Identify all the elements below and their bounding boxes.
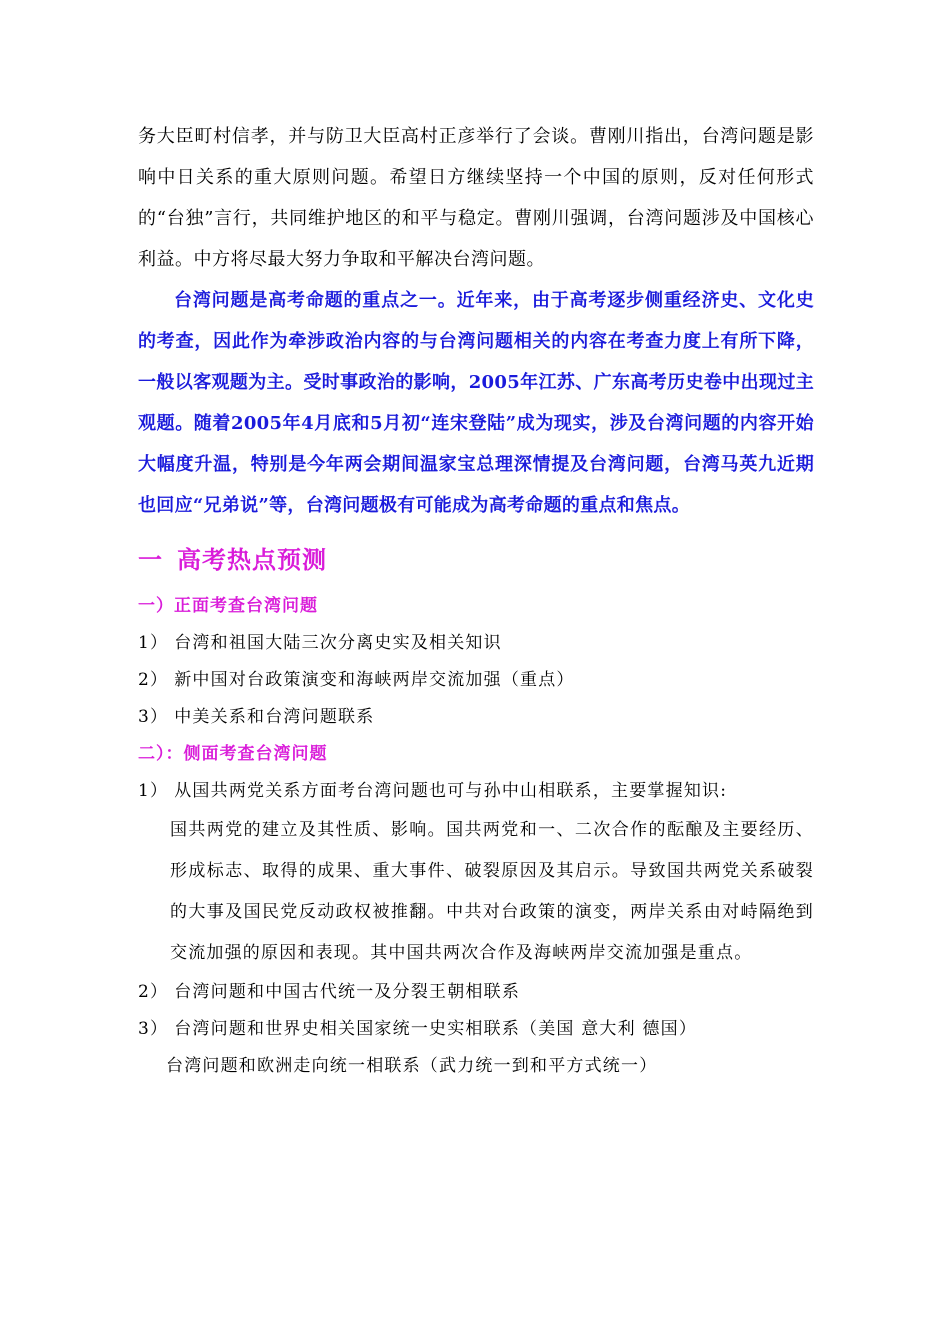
list-item xyxy=(138,1011,814,1048)
item-text: 新中国对台政策演变和海峡两岸交流加强（重点） xyxy=(174,670,575,690)
part2-heading: 二）：侧面考查台湾问题 xyxy=(138,744,328,764)
item-text: 台湾和祖国大陆三次分离史实及相关知识 xyxy=(174,633,502,653)
highlight-paragraph: 台湾问题是高考命题的重点之一。近年来，由于高考逐步侧重经济史、文化史的考查，因此作为牵涉政治内容的与台湾问题相关的内容在考查力度上有所下降，一般以客观题为主。受时事政治的影响，2005年江苏、广东高考历史卷中出现过主观题。随着2005年4月底和5月初“连宋登陆”成为现实，涉及台湾问题的内容开始大幅度升温，特别是今年两会期间温家宝总理深情提及台湾问题，台湾马英九近期也回应“兄弟说”等，台湾问题极有可能成为高考命题的重点和焦点。 xyxy=(138,290,814,516)
item-number: 2） xyxy=(138,982,169,1002)
item-text: 台湾问题和中国古代统一及分裂王朝相联系 xyxy=(174,982,521,1002)
item-number: 2） xyxy=(138,670,169,690)
extra-line: 台湾问题和欧洲走向统一相联系（武力统一到和平方式统一） xyxy=(166,1056,658,1076)
list-item xyxy=(138,699,814,736)
item-number: 3） xyxy=(138,1019,169,1039)
item-number: 3） xyxy=(138,707,169,727)
section-heading xyxy=(138,540,814,580)
list-item xyxy=(138,662,814,699)
part1-heading: 一）正面考查台湾问题 xyxy=(138,596,318,616)
document-page xyxy=(138,116,814,1085)
list-item xyxy=(138,974,814,1011)
item-number: 1） xyxy=(138,633,169,653)
section-number: 一 xyxy=(138,545,163,574)
item-text: 台湾问题和世界史相关国家统一史实相联系（美国 意大利 德国） xyxy=(174,1019,698,1039)
item-text: 中美关系和台湾问题联系 xyxy=(174,707,375,727)
detail-paragraph: 国共两党的建立及其性质、影响。国共两党和一、二次合作的酝酿及主要经历、形成标志、取得的成果、重大事件、破裂原因及其启示。导致国共两党关系破裂的大事及国民党反动政权被推翻。中共对台政策的演变，两岸关系由对峙隔绝到交流加强的原因和表现。其中国共两次合作及海峡两岸交流加强是重点。 xyxy=(170,820,814,963)
item-text: 从国共两党关系方面考台湾问题也可与孙中山相联系，主要掌握知识: xyxy=(174,781,728,801)
list-item xyxy=(138,625,814,662)
list-item xyxy=(138,773,814,810)
section-title: 高考热点预测 xyxy=(177,545,327,574)
intro-paragraph: 务大臣町村信孝，并与防卫大臣高村正彦举行了会谈。曹刚川指出，台湾问题是影响中日关系的重大原则问题。希望日方继续坚持一个中国的原则，反对任何形式的“台独”言行，共同维护地区的和平与稳定。曹刚川强调，台湾问题涉及中国核心利益。中方将尽最大努力争取和平解决台湾问题。 xyxy=(138,126,814,270)
item-number: 1） xyxy=(138,781,169,801)
